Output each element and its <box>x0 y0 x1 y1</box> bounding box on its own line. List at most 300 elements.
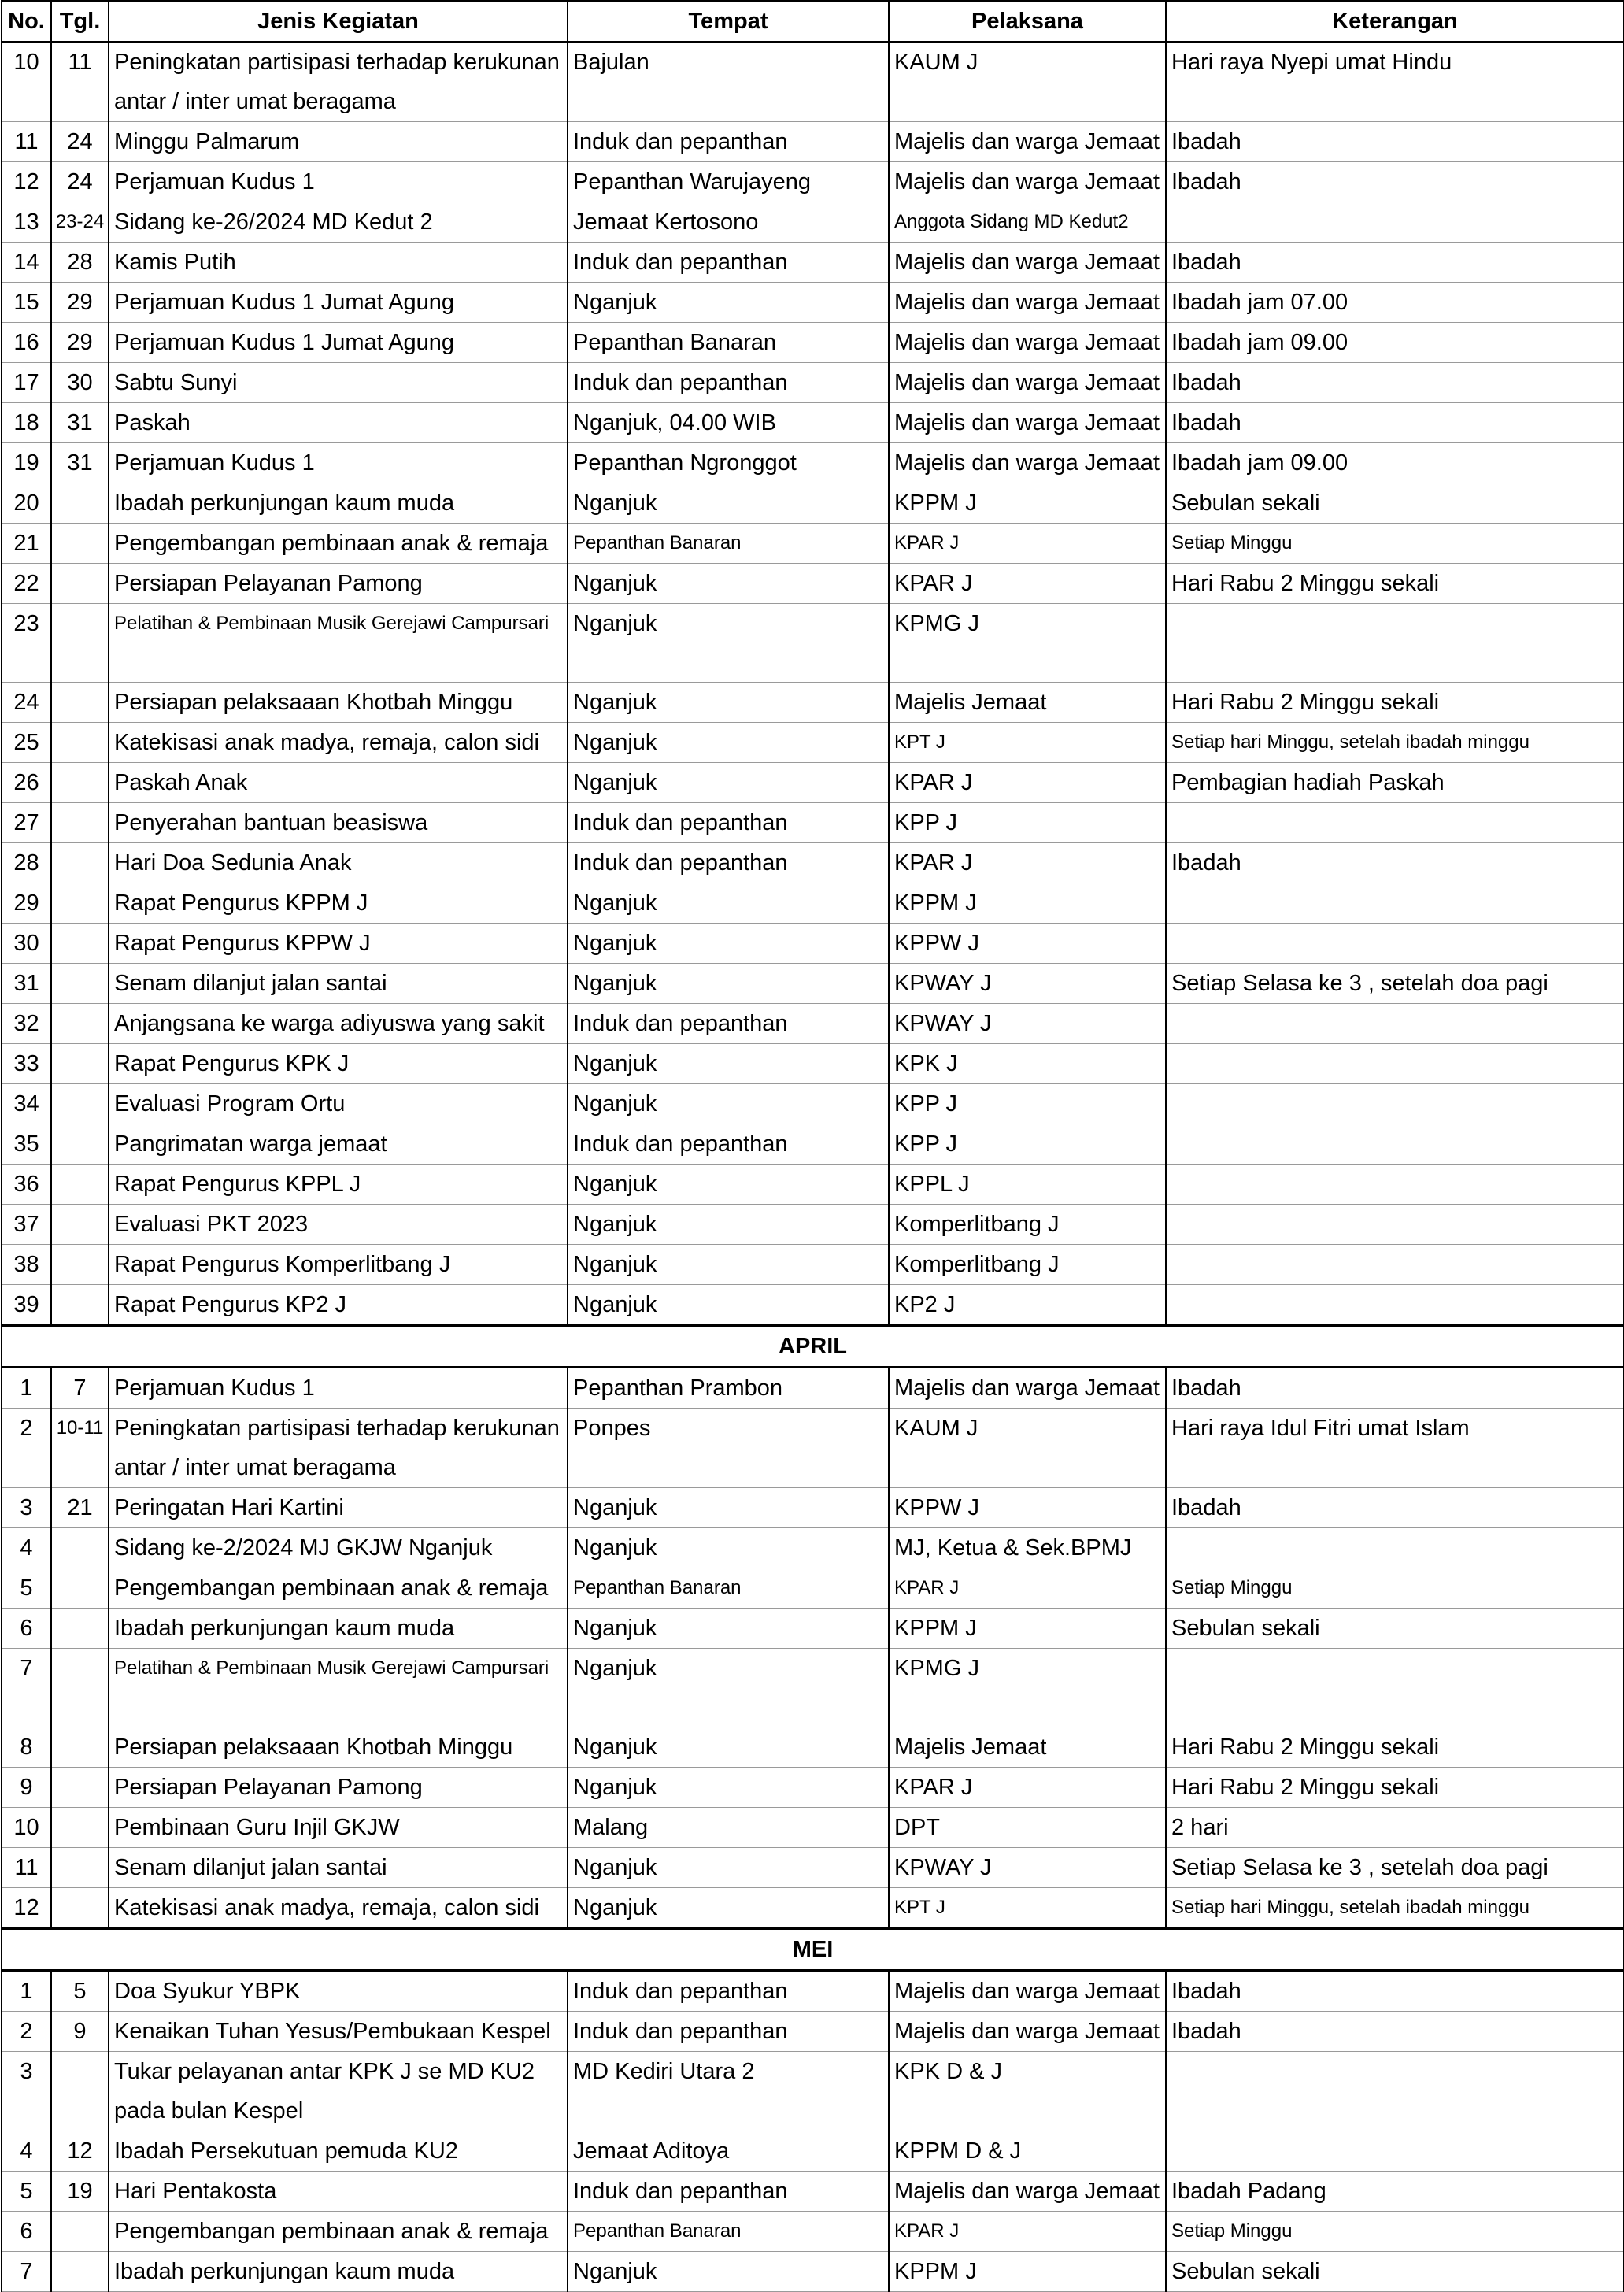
table-row <box>2 1044 1624 1084</box>
table-row <box>2 1971 1624 2012</box>
month-header-row <box>2 1326 1624 1368</box>
cell-tempat: Nganjuk <box>568 883 889 924</box>
cell-tgl: 10-11 <box>51 1409 109 1488</box>
cell-no: 28 <box>2 843 51 883</box>
cell-keterangan: Hari Rabu 2 Minggu sekali <box>1166 1727 1624 1768</box>
cell-keterangan: Setiap Selasa ke 3 , setelah doa pagi <box>1166 964 1624 1004</box>
cell-jenis-kegiatan: Persiapan pelaksaaan Khotbah Minggu <box>109 683 568 723</box>
cell-keterangan: Ibadah jam 07.00 <box>1166 283 1624 323</box>
cell-tempat: Nganjuk <box>568 1165 889 1205</box>
table-row <box>2 1727 1624 1768</box>
table-row <box>2 1409 1624 1488</box>
cell-jenis-kegiatan: Peringatan Hari Kartini <box>109 1488 568 1528</box>
cell-pelaksana: KPPW J <box>889 924 1166 964</box>
cell-pelaksana: KPK D & J <box>889 2052 1166 2131</box>
cell-jenis-kegiatan: Kenaikan Tuhan Yesus/Pembukaan Kespel <box>109 2012 568 2052</box>
cell-tempat: Nganjuk <box>568 1205 889 1245</box>
cell-pelaksana: Majelis dan warga Jemaat <box>889 2012 1166 2052</box>
cell-tgl <box>51 883 109 924</box>
cell-tempat: Induk dan pepanthan <box>568 1971 889 2012</box>
cell-jenis-kegiatan: Senam dilanjut jalan santai <box>109 964 568 1004</box>
cell-no: 30 <box>2 924 51 964</box>
cell-no: 22 <box>2 564 51 604</box>
cell-tgl <box>51 723 109 763</box>
cell-pelaksana: MJ, Ketua & Sek.BPMJ <box>889 1528 1166 1568</box>
month-header-row <box>2 1929 1624 1971</box>
cell-no: 32 <box>2 1004 51 1044</box>
cell-tgl <box>51 843 109 883</box>
cell-pelaksana: KPK J <box>889 1044 1166 1084</box>
cell-jenis-kegiatan: Hari Pentakosta <box>109 2172 568 2212</box>
cell-tempat: Nganjuk <box>568 564 889 604</box>
table-row <box>2 883 1624 924</box>
cell-tgl: 29 <box>51 323 109 363</box>
cell-jenis-kegiatan: Ibadah perkunjungan kaum muda <box>109 483 568 524</box>
cell-tempat: Nganjuk <box>568 604 889 683</box>
table-row <box>2 1488 1624 1528</box>
cell-keterangan: Ibadah <box>1166 122 1624 162</box>
table-row <box>2 2252 1624 2292</box>
cell-tgl: 21 <box>51 1488 109 1528</box>
cell-pelaksana: KPMG J <box>889 1649 1166 1727</box>
cell-keterangan: Hari raya Nyepi umat Hindu <box>1166 42 1624 122</box>
cell-tempat: Pepanthan Banaran <box>568 2212 889 2252</box>
cell-keterangan: Pembagian hadiah Paskah <box>1166 763 1624 803</box>
cell-no: 11 <box>2 122 51 162</box>
table-row <box>2 2131 1624 2172</box>
cell-no: 2 <box>2 2012 51 2052</box>
cell-jenis-kegiatan: Rapat Pengurus KP2 J <box>109 1285 568 1326</box>
cell-tgl <box>51 564 109 604</box>
cell-tempat: Nganjuk <box>568 483 889 524</box>
cell-keterangan: Ibadah <box>1166 363 1624 403</box>
cell-keterangan <box>1166 604 1624 683</box>
table-row <box>2 323 1624 363</box>
cell-tgl: 31 <box>51 403 109 443</box>
table-row <box>2 1245 1624 1285</box>
cell-keterangan: Ibadah <box>1166 843 1624 883</box>
cell-tgl <box>51 524 109 564</box>
cell-tgl: 24 <box>51 122 109 162</box>
table-row <box>2 723 1624 763</box>
cell-tgl <box>51 1285 109 1326</box>
cell-no: 16 <box>2 323 51 363</box>
cell-no: 7 <box>2 2252 51 2292</box>
header-jenis-kegiatan: Jenis Kegiatan <box>109 1 568 42</box>
cell-tgl <box>51 1124 109 1165</box>
cell-pelaksana: KPPL J <box>889 1165 1166 1205</box>
cell-pelaksana: KPAR J <box>889 1568 1166 1609</box>
cell-tempat: Pepanthan Ngronggot <box>568 443 889 483</box>
cell-keterangan <box>1166 1004 1624 1044</box>
cell-no: 39 <box>2 1285 51 1326</box>
cell-pelaksana: KPAR J <box>889 763 1166 803</box>
cell-keterangan: Hari Rabu 2 Minggu sekali <box>1166 1768 1624 1808</box>
cell-tempat: Nganjuk <box>568 683 889 723</box>
cell-pelaksana: Majelis Jemaat <box>889 1727 1166 1768</box>
cell-no: 14 <box>2 243 51 283</box>
cell-tgl: 7 <box>51 1368 109 1409</box>
cell-pelaksana: Komperlitbang J <box>889 1245 1166 1285</box>
cell-pelaksana: KPPM J <box>889 1609 1166 1649</box>
cell-jenis-kegiatan: Pengembangan pembinaan anak & remaja <box>109 1568 568 1609</box>
month-label: MEI <box>2 1929 1624 1971</box>
cell-tempat: Jemaat Kertosono <box>568 202 889 243</box>
cell-tempat: Nganjuk <box>568 1488 889 1528</box>
table-row <box>2 1124 1624 1165</box>
cell-tgl <box>51 1568 109 1609</box>
cell-jenis-kegiatan: Pangrimatan warga jemaat <box>109 1124 568 1165</box>
cell-tempat: Nganjuk <box>568 1768 889 1808</box>
cell-tempat: Induk dan pepanthan <box>568 1124 889 1165</box>
cell-pelaksana: Majelis dan warga Jemaat <box>889 122 1166 162</box>
cell-tempat: Nganjuk <box>568 1888 889 1929</box>
cell-pelaksana: KPAR J <box>889 524 1166 564</box>
cell-tgl <box>51 1084 109 1124</box>
header-row <box>2 1 1624 42</box>
table-row <box>2 42 1624 122</box>
cell-keterangan: Hari Rabu 2 Minggu sekali <box>1166 564 1624 604</box>
cell-jenis-kegiatan: Persiapan Pelayanan Pamong <box>109 564 568 604</box>
cell-keterangan: Sebulan sekali <box>1166 2252 1624 2292</box>
cell-pelaksana: Komperlitbang J <box>889 1205 1166 1245</box>
cell-keterangan: Setiap Minggu <box>1166 524 1624 564</box>
cell-tempat: Nganjuk <box>568 924 889 964</box>
cell-keterangan <box>1166 1285 1624 1326</box>
table-row <box>2 964 1624 1004</box>
cell-keterangan: 2 hari <box>1166 1808 1624 1848</box>
cell-jenis-kegiatan: Sabtu Sunyi <box>109 363 568 403</box>
month-label: APRIL <box>2 1326 1624 1368</box>
cell-tempat: Induk dan pepanthan <box>568 363 889 403</box>
cell-pelaksana: KPWAY J <box>889 1848 1166 1888</box>
cell-tgl: 12 <box>51 2131 109 2172</box>
cell-tempat: Induk dan pepanthan <box>568 843 889 883</box>
cell-keterangan: Setiap Minggu <box>1166 1568 1624 1609</box>
cell-pelaksana: KPAR J <box>889 564 1166 604</box>
cell-tempat: Nganjuk <box>568 1727 889 1768</box>
cell-tempat: Bajulan <box>568 42 889 122</box>
cell-keterangan <box>1166 1245 1624 1285</box>
cell-tempat: Nganjuk <box>568 1285 889 1326</box>
cell-no: 33 <box>2 1044 51 1084</box>
table-row <box>2 2172 1624 2212</box>
cell-jenis-kegiatan: Doa Syukur YBPK <box>109 1971 568 2012</box>
cell-pelaksana: KPT J <box>889 723 1166 763</box>
cell-jenis-kegiatan: Ibadah perkunjungan kaum muda <box>109 1609 568 1649</box>
table-row <box>2 763 1624 803</box>
cell-tgl <box>51 604 109 683</box>
cell-no: 5 <box>2 1568 51 1609</box>
table-row <box>2 243 1624 283</box>
header-tempat: Tempat <box>568 1 889 42</box>
cell-keterangan: Setiap Selasa ke 3 , setelah doa pagi <box>1166 1848 1624 1888</box>
cell-tgl <box>51 803 109 843</box>
table-row <box>2 1768 1624 1808</box>
cell-no: 1 <box>2 1971 51 2012</box>
cell-keterangan: Ibadah <box>1166 243 1624 283</box>
cell-jenis-kegiatan: Perjamuan Kudus 1 <box>109 1368 568 1409</box>
cell-keterangan: Ibadah jam 09.00 <box>1166 443 1624 483</box>
cell-pelaksana: KPT J <box>889 1888 1166 1929</box>
cell-no: 2 <box>2 1409 51 1488</box>
cell-jenis-kegiatan: Anjangsana ke warga adiyuswa yang sakit <box>109 1004 568 1044</box>
cell-no: 3 <box>2 2052 51 2131</box>
cell-tgl <box>51 1848 109 1888</box>
cell-pelaksana: KPMG J <box>889 604 1166 683</box>
cell-tempat: Pepanthan Banaran <box>568 323 889 363</box>
cell-no: 38 <box>2 1245 51 1285</box>
cell-pelaksana: KPWAY J <box>889 964 1166 1004</box>
cell-tempat: Nganjuk <box>568 1084 889 1124</box>
cell-tgl <box>51 1609 109 1649</box>
cell-keterangan: Setiap hari Minggu, setelah ibadah minggu <box>1166 723 1624 763</box>
cell-jenis-kegiatan: Persiapan pelaksaaan Khotbah Minggu <box>109 1727 568 1768</box>
cell-pelaksana: Majelis dan warga Jemaat <box>889 243 1166 283</box>
cell-pelaksana: KPPM J <box>889 483 1166 524</box>
cell-pelaksana: KP2 J <box>889 1285 1166 1326</box>
cell-tempat: Induk dan pepanthan <box>568 1004 889 1044</box>
cell-tgl <box>51 763 109 803</box>
cell-no: 6 <box>2 1609 51 1649</box>
cell-pelaksana: KPPM J <box>889 2252 1166 2292</box>
cell-jenis-kegiatan: Paskah Anak <box>109 763 568 803</box>
table-row <box>2 1528 1624 1568</box>
cell-pelaksana: DPT <box>889 1808 1166 1848</box>
cell-no: 4 <box>2 2131 51 2172</box>
cell-pelaksana: KPPW J <box>889 1488 1166 1528</box>
cell-jenis-kegiatan: Sidang ke-26/2024 MD Kedut 2 <box>109 202 568 243</box>
cell-tempat: Malang <box>568 1808 889 1848</box>
cell-tempat: Induk dan pepanthan <box>568 2012 889 2052</box>
cell-tempat: Induk dan pepanthan <box>568 2172 889 2212</box>
cell-tgl <box>51 2052 109 2131</box>
cell-tgl <box>51 1768 109 1808</box>
cell-keterangan <box>1166 1205 1624 1245</box>
cell-jenis-kegiatan: Rapat Pengurus Komperlitbang J <box>109 1245 568 1285</box>
table-row <box>2 1165 1624 1205</box>
cell-jenis-kegiatan: Paskah <box>109 403 568 443</box>
cell-tempat: Induk dan pepanthan <box>568 243 889 283</box>
cell-tgl <box>51 1004 109 1044</box>
cell-tgl: 11 <box>51 42 109 122</box>
cell-no: 12 <box>2 162 51 202</box>
cell-jenis-kegiatan: Sidang ke-2/2024 MJ GKJW Nganjuk <box>109 1528 568 1568</box>
cell-tempat: Pepanthan Prambon <box>568 1368 889 1409</box>
cell-tempat: Nganjuk <box>568 763 889 803</box>
table-row <box>2 162 1624 202</box>
cell-keterangan <box>1166 1528 1624 1568</box>
cell-tempat: MD Kediri Utara 2 <box>568 2052 889 2131</box>
cell-keterangan <box>1166 2131 1624 2172</box>
cell-jenis-kegiatan: Pengembangan pembinaan anak & remaja <box>109 524 568 564</box>
cell-tempat: Nganjuk <box>568 283 889 323</box>
table-row <box>2 2212 1624 2252</box>
cell-pelaksana: Majelis dan warga Jemaat <box>889 2172 1166 2212</box>
table-row <box>2 1084 1624 1124</box>
table-row <box>2 483 1624 524</box>
cell-tempat: Nganjuk <box>568 964 889 1004</box>
cell-pelaksana: KPP J <box>889 803 1166 843</box>
cell-pelaksana: KPPM D & J <box>889 2131 1166 2172</box>
cell-keterangan: Ibadah <box>1166 403 1624 443</box>
cell-keterangan: Ibadah <box>1166 2012 1624 2052</box>
cell-pelaksana: Majelis dan warga Jemaat <box>889 403 1166 443</box>
cell-tempat: Pepanthan Banaran <box>568 1568 889 1609</box>
cell-keterangan <box>1166 1649 1624 1727</box>
cell-tempat: Nganjuk <box>568 1848 889 1888</box>
cell-keterangan <box>1166 202 1624 243</box>
table-row <box>2 403 1624 443</box>
table-row <box>2 604 1624 683</box>
cell-no: 6 <box>2 2212 51 2252</box>
cell-keterangan <box>1166 1084 1624 1124</box>
header-keterangan: Keterangan <box>1166 1 1624 42</box>
cell-pelaksana: Majelis dan warga Jemaat <box>889 162 1166 202</box>
cell-tgl: 9 <box>51 2012 109 2052</box>
cell-no: 20 <box>2 483 51 524</box>
cell-tempat: Nganjuk <box>568 1528 889 1568</box>
cell-keterangan: Ibadah Padang <box>1166 2172 1624 2212</box>
cell-pelaksana: KPPM J <box>889 883 1166 924</box>
cell-tgl <box>51 1808 109 1848</box>
cell-jenis-kegiatan: Penyerahan bantuan beasiswa <box>109 803 568 843</box>
cell-no: 24 <box>2 683 51 723</box>
table-row <box>2 1368 1624 1409</box>
table-row <box>2 122 1624 162</box>
cell-keterangan: Setiap hari Minggu, setelah ibadah minggu <box>1166 1888 1624 1929</box>
cell-no: 31 <box>2 964 51 1004</box>
cell-jenis-kegiatan: Persiapan Pelayanan Pamong <box>109 1768 568 1808</box>
table-row <box>2 202 1624 243</box>
cell-tgl <box>51 2252 109 2292</box>
header-no: No. <box>2 1 51 42</box>
cell-no: 8 <box>2 1727 51 1768</box>
table-row <box>2 2052 1624 2131</box>
table-row <box>2 1888 1624 1929</box>
table-row <box>2 524 1624 564</box>
cell-tgl <box>51 1245 109 1285</box>
table-row <box>2 564 1624 604</box>
header-pelaksana: Pelaksana <box>889 1 1166 42</box>
cell-no: 35 <box>2 1124 51 1165</box>
table-row <box>2 443 1624 483</box>
table-row <box>2 1609 1624 1649</box>
cell-keterangan: Ibadah <box>1166 1971 1624 2012</box>
cell-jenis-kegiatan: Rapat Pengurus KPK J <box>109 1044 568 1084</box>
cell-tempat: Induk dan pepanthan <box>568 803 889 843</box>
table-row <box>2 843 1624 883</box>
cell-keterangan: Hari raya Idul Fitri umat Islam <box>1166 1409 1624 1488</box>
cell-no: 9 <box>2 1768 51 1808</box>
cell-tgl <box>51 1649 109 1727</box>
cell-jenis-kegiatan: Rapat Pengurus KPPL J <box>109 1165 568 1205</box>
cell-tgl <box>51 1727 109 1768</box>
cell-keterangan <box>1166 2052 1624 2131</box>
cell-no: 25 <box>2 723 51 763</box>
cell-tempat: Induk dan pepanthan <box>568 122 889 162</box>
cell-tgl: 28 <box>51 243 109 283</box>
cell-tgl <box>51 483 109 524</box>
cell-tgl <box>51 1528 109 1568</box>
cell-tempat: Nganjuk <box>568 1649 889 1727</box>
cell-no: 15 <box>2 283 51 323</box>
cell-jenis-kegiatan: Rapat Pengurus KPPW J <box>109 924 568 964</box>
activity-table <box>1 0 1624 2292</box>
cell-tgl <box>51 1044 109 1084</box>
cell-no: 34 <box>2 1084 51 1124</box>
cell-pelaksana: Majelis dan warga Jemaat <box>889 1971 1166 2012</box>
table-row <box>2 1285 1624 1326</box>
cell-tgl: 31 <box>51 443 109 483</box>
cell-no: 3 <box>2 1488 51 1528</box>
table-row <box>2 1004 1624 1044</box>
cell-tgl <box>51 1888 109 1929</box>
cell-tempat: Pepanthan Banaran <box>568 524 889 564</box>
cell-keterangan: Hari Rabu 2 Minggu sekali <box>1166 683 1624 723</box>
cell-jenis-kegiatan: Evaluasi Program Ortu <box>109 1084 568 1124</box>
header-tgl: Tgl. <box>51 1 109 42</box>
cell-no: 10 <box>2 42 51 122</box>
cell-keterangan: Sebulan sekali <box>1166 483 1624 524</box>
cell-tempat: Ponpes <box>568 1409 889 1488</box>
table-row <box>2 283 1624 323</box>
cell-jenis-kegiatan: Pelatihan & Pembinaan Musik Gerejawi Campursari <box>109 1649 568 1727</box>
cell-tempat: Nganjuk <box>568 1245 889 1285</box>
cell-pelaksana: Majelis dan warga Jemaat <box>889 283 1166 323</box>
cell-tgl <box>51 964 109 1004</box>
cell-tgl <box>51 1205 109 1245</box>
cell-pelaksana: KPAR J <box>889 843 1166 883</box>
cell-tempat: Nganjuk, 04.00 WIB <box>568 403 889 443</box>
cell-no: 21 <box>2 524 51 564</box>
cell-jenis-kegiatan: Katekisasi anak madya, remaja, calon sidi <box>109 1888 568 1929</box>
cell-no: 37 <box>2 1205 51 1245</box>
cell-jenis-kegiatan: Pelatihan & Pembinaan Musik Gerejawi Campursari <box>109 604 568 683</box>
cell-keterangan: Ibadah <box>1166 1368 1624 1409</box>
cell-tgl <box>51 2212 109 2252</box>
cell-jenis-kegiatan: Katekisasi anak madya, remaja, calon sidi <box>109 723 568 763</box>
cell-jenis-kegiatan: Tukar pelayanan antar KPK J se MD KU2 pada bulan Kespel <box>109 2052 568 2131</box>
table-row <box>2 1649 1624 1727</box>
cell-no: 26 <box>2 763 51 803</box>
cell-pelaksana: KPP J <box>889 1124 1166 1165</box>
cell-jenis-kegiatan: Minggu Palmarum <box>109 122 568 162</box>
cell-jenis-kegiatan: Pembinaan Guru Injil GKJW <box>109 1808 568 1848</box>
cell-keterangan: Ibadah <box>1166 1488 1624 1528</box>
cell-no: 10 <box>2 1808 51 1848</box>
cell-jenis-kegiatan: Evaluasi PKT 2023 <box>109 1205 568 1245</box>
cell-tgl: 23-24 <box>51 202 109 243</box>
table-body <box>2 42 1624 2292</box>
cell-tempat: Nganjuk <box>568 723 889 763</box>
cell-pelaksana: KPP J <box>889 1084 1166 1124</box>
cell-jenis-kegiatan: Perjamuan Kudus 1 <box>109 162 568 202</box>
cell-no: 12 <box>2 1888 51 1929</box>
cell-keterangan <box>1166 1124 1624 1165</box>
cell-keterangan <box>1166 1165 1624 1205</box>
cell-tgl: 29 <box>51 283 109 323</box>
cell-jenis-kegiatan: Ibadah perkunjungan kaum muda <box>109 2252 568 2292</box>
cell-no: 29 <box>2 883 51 924</box>
cell-no: 18 <box>2 403 51 443</box>
cell-tempat: Nganjuk <box>568 1044 889 1084</box>
table-row <box>2 1205 1624 1245</box>
table-row <box>2 1848 1624 1888</box>
cell-keterangan <box>1166 924 1624 964</box>
cell-no: 36 <box>2 1165 51 1205</box>
cell-no: 4 <box>2 1528 51 1568</box>
